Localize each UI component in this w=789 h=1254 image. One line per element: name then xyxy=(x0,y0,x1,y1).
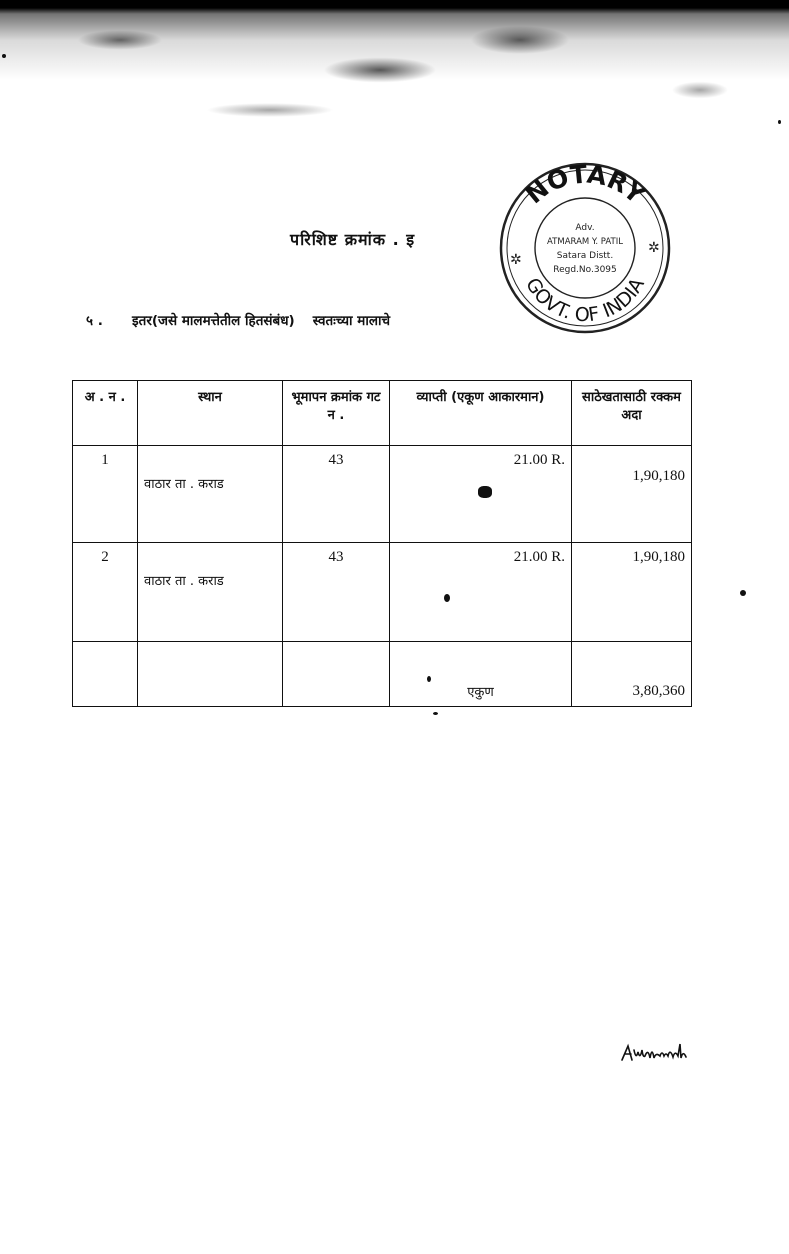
table-row xyxy=(73,543,692,642)
page-title: परिशिष्ट क्रमांक . इ xyxy=(290,230,416,249)
cell-area: 21.00 R. xyxy=(390,446,572,543)
header-amount: साठेखतासाठी रक्कम अदा xyxy=(572,381,692,446)
scan-speck xyxy=(478,486,492,498)
table-row xyxy=(73,446,692,543)
stamp-line-2: ATMARAM Y. PATIL xyxy=(547,237,623,247)
cell-empty xyxy=(73,642,138,707)
cell-empty xyxy=(138,642,283,707)
notary-stamp-icon xyxy=(496,160,674,335)
signature-icon xyxy=(620,1038,710,1068)
cell-area: 21.00 R. xyxy=(390,543,572,642)
cell-place: वाठार ता . कराड xyxy=(138,543,283,642)
stamp-line-4: Regd.No.3095 xyxy=(553,265,617,275)
svg-text:✲: ✲ xyxy=(510,252,522,268)
scan-speck xyxy=(740,590,746,596)
stamp-bottom-text: GOVT. OF INDIA xyxy=(521,274,649,327)
svg-text:✲: ✲ xyxy=(648,240,660,256)
cell-survey: 43 xyxy=(283,543,390,642)
table-header-row xyxy=(73,381,692,446)
cell-amount: 1,90,180 xyxy=(572,446,692,543)
scan-speck xyxy=(778,120,781,124)
cell-place: वाठार ता . कराड xyxy=(138,446,283,543)
scan-speck xyxy=(444,594,450,602)
stamp-top-text: NOTARY xyxy=(519,160,651,210)
cell-serial: 2 xyxy=(73,543,138,642)
stamp-line-3: Satara Distt. xyxy=(556,251,614,261)
scan-speck xyxy=(433,712,438,715)
land-details-table xyxy=(72,380,692,707)
table-total-row xyxy=(73,642,692,707)
cell-empty xyxy=(283,642,390,707)
svg-text:NOTARY xyxy=(520,160,651,210)
total-amount: 3,80,360 xyxy=(572,642,692,707)
header-place: स्थान xyxy=(138,381,283,446)
header-area: व्याप्ती (एकूण आकारमान) xyxy=(390,381,572,446)
section-text: इतर(जसे मालमत्तेतील हितसंबंध) xyxy=(132,313,295,329)
cell-serial: 1 xyxy=(73,446,138,543)
scan-speck xyxy=(427,676,431,682)
stamp-line-1: Adv. xyxy=(575,223,595,233)
scan-speck xyxy=(2,54,6,58)
total-label: एकुण xyxy=(390,642,572,707)
section-text-2: स्वतःच्या मालाचे xyxy=(312,313,391,329)
header-survey: भूमापन क्रमांक गट न . xyxy=(283,381,390,446)
header-serial: अ . न . xyxy=(73,381,138,446)
cell-survey: 43 xyxy=(283,446,390,543)
cell-amount: 1,90,180 xyxy=(572,543,692,642)
scan-noise-top xyxy=(0,0,789,140)
section-number: ५ . xyxy=(86,313,103,329)
section-line xyxy=(86,311,390,329)
